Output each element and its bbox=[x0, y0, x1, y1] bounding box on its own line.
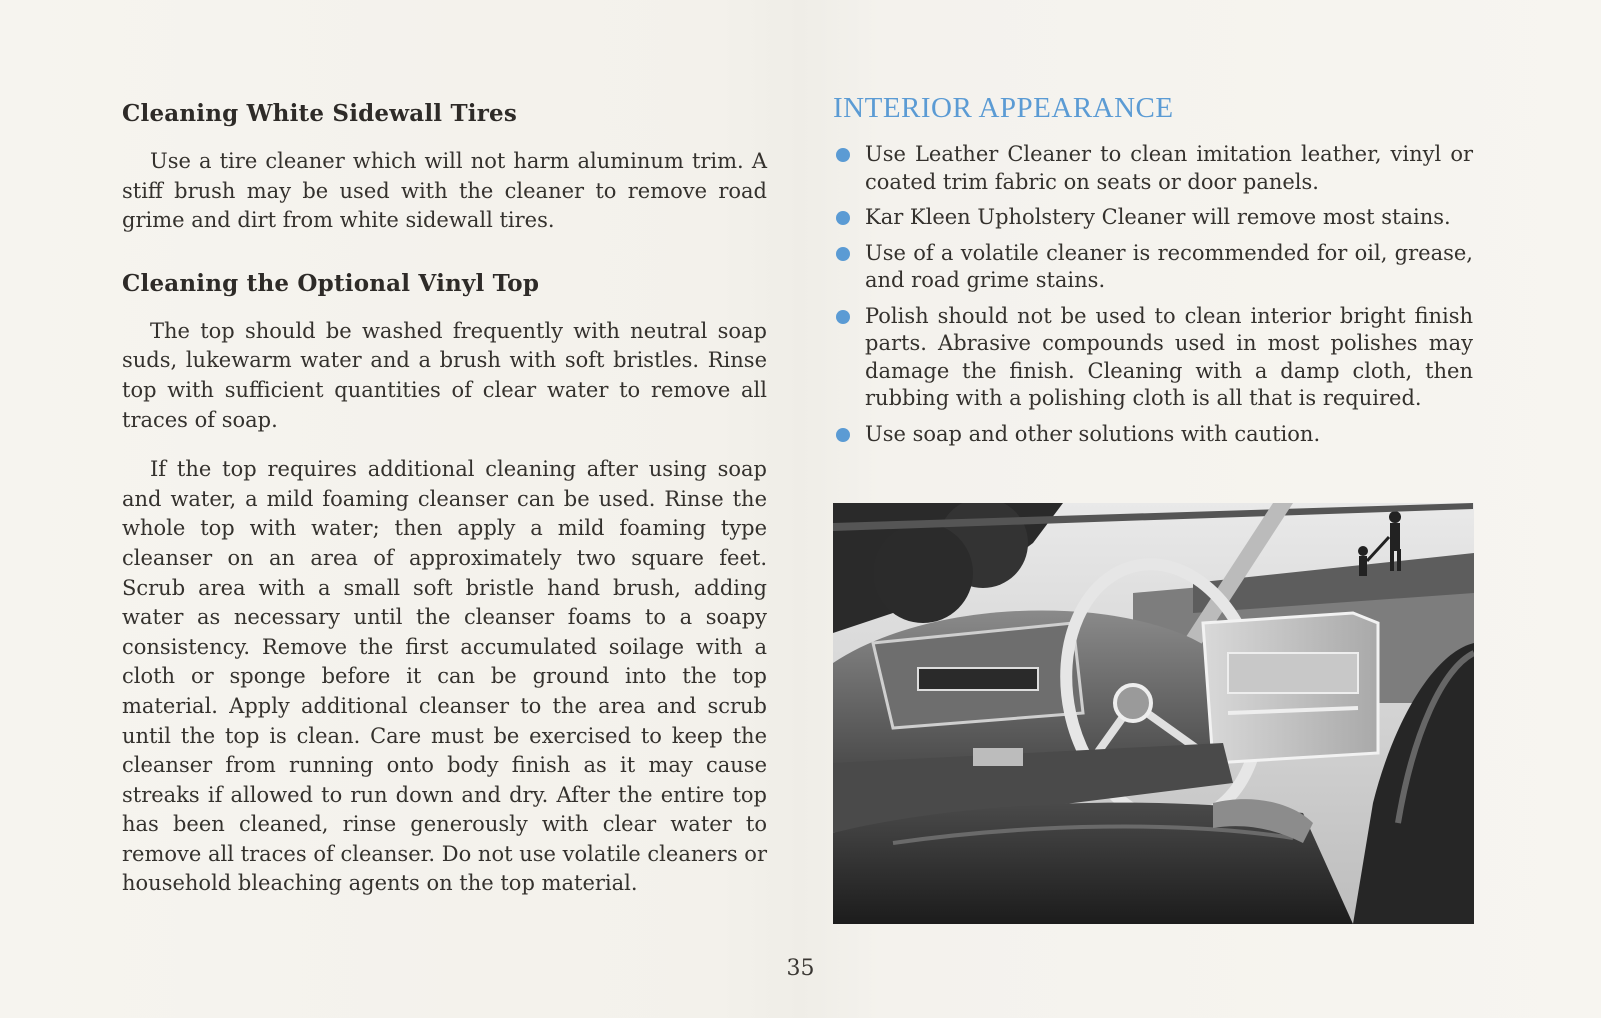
interior-appearance-heading: INTERIOR APPEARANCE bbox=[833, 92, 1174, 124]
left-column bbox=[122, 100, 767, 919]
section-heading-vinyl-top: Cleaning the Optional Vinyl Top bbox=[122, 269, 540, 297]
paragraph-vinyl-top-2: If the top requires additional cleaning after using soap and water, a mild foaming cleanser can be used. Rinse the whole top with water; then apply a mild foaming type cleanser on an area of approximately two square feet. Scrub area with a small soft bristle hand brush, adding water as necessary until the cleanser foams to a soapy consistency. Remove the first accumulated soilage with a cloth or sponge before it can be ground into the top material. Apply additional cleanser to the area and scrub until the top is clean. Care must be exercised to keep the cleanser from running onto body finish as it may cause streaks if allowed to run down and dry. After the entire top has been cleaned, rinse generously with clear water to remove all traces of cleanser. Do not use volatile cleaners or household bleaching agents on the top material. bbox=[122, 457, 767, 896]
car-interior-illustration-icon bbox=[833, 503, 1474, 924]
bullet-dot-icon bbox=[836, 428, 850, 442]
bullet-text: Use of a volatile cleaner is recommended for oil, grease, and road grime stains. bbox=[865, 240, 1473, 292]
interior-bullet-list bbox=[833, 141, 1473, 448]
page-number: 35 bbox=[786, 956, 815, 981]
list-item bbox=[833, 240, 1473, 295]
list-item bbox=[833, 421, 1473, 449]
list-item bbox=[833, 204, 1473, 232]
paragraph-vinyl-top-1: The top should be washed frequently with neutral soap suds, lukewarm water and a brush with soft bristles. Rinse top with sufficient quantities of clear water to remove all traces of soap. bbox=[122, 318, 767, 432]
section-heading-sidewall-tires: Cleaning White Sidewall Tires bbox=[122, 100, 518, 127]
bullet-text: Kar Kleen Upholstery Cleaner will remove most stains. bbox=[865, 205, 1451, 229]
list-item bbox=[833, 141, 1473, 196]
car-interior-photo bbox=[833, 503, 1474, 924]
bullet-dot-icon bbox=[836, 310, 850, 324]
bullet-dot-icon bbox=[836, 247, 850, 261]
bullet-text: Use soap and other solutions with caution. bbox=[865, 421, 1321, 446]
bullet-dot-icon bbox=[836, 211, 850, 225]
right-column bbox=[833, 92, 1473, 456]
paragraph-sidewall-tires: Use a tire cleaner which will not harm aluminum trim. A stiff brush may be used with the cleaner to remove road grime and dirt from white sidewall tires. bbox=[122, 149, 767, 233]
bullet-text: Polish should not be used to clean interior bright finish parts. Abrasive compounds used in most polishes may damage the finish. Cleaning with a damp cloth, then rubbing with a polishing cloth is all that is required. bbox=[865, 303, 1473, 410]
bullet-text: Use Leather Cleaner to clean imitation leather, vinyl or coated trim fabric on seats or door panels. bbox=[865, 142, 1473, 194]
section-vinyl-top bbox=[122, 270, 767, 899]
list-item bbox=[833, 303, 1473, 413]
bullet-dot-icon bbox=[836, 148, 850, 162]
